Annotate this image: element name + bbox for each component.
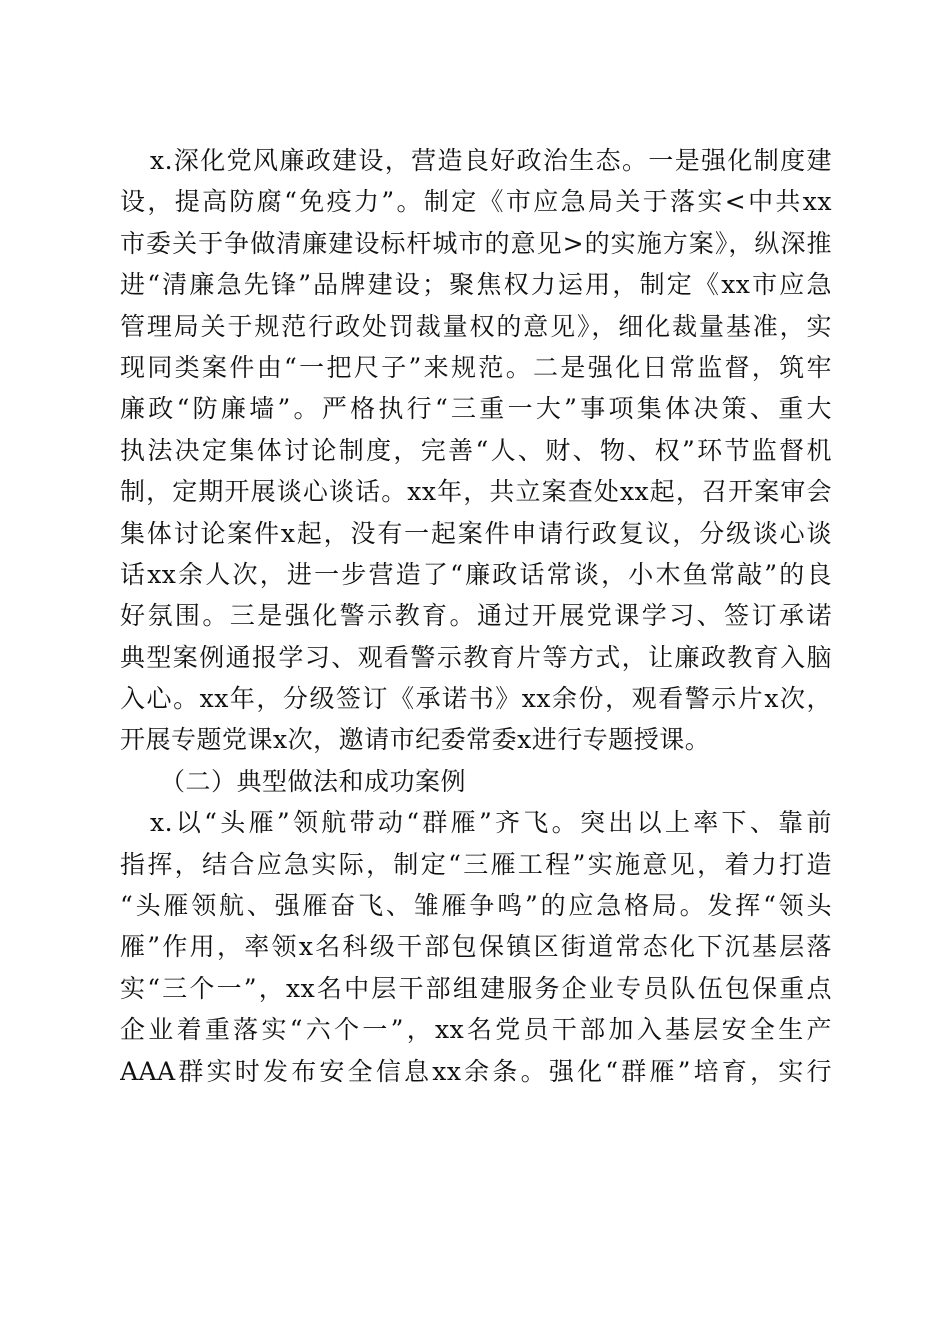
text-line: x.深化党风廉政建设，营造良好政治生态。一是强化制度建: [150, 146, 832, 175]
text-line: x.以“头雁”领航带动“群雁”齐飞。突出以上率下、靠前: [150, 808, 832, 838]
text-line: 话xx余人次，进一步营造了“廉政话常谈，小木鱼常敲”的良: [120, 559, 832, 589]
text-line: 雁”作用，率领x名科级干部包保镇区街道常态化下沉基层落: [120, 932, 832, 962]
text-line: 制，定期开展谈心谈话。xx年，共立案查处xx起，召开案审会: [120, 477, 832, 507]
text-line: 管理局关于规范行政处罚裁量权的意见》，细化裁量基准，实: [120, 311, 832, 341]
text-line: 廉政“防廉墙”。严格执行“三重一大”事项集体决策、重大: [120, 394, 832, 424]
section-heading: （二）典型做法和成功案例: [160, 766, 467, 796]
text-line: 入心。xx年，分级签订《承诺书》xx余份，观看警示片x次，: [120, 684, 832, 714]
text-line: 指挥，结合应急实际，制定“三雁工程”实施意见，着力打造: [120, 849, 832, 879]
text-line: 设，提高防腐“免疫力”。制定《市应急局关于落实<中共xx: [120, 187, 832, 217]
text-line: 市委关于争做清廉建设标杆城市的意见>的实施方案》，纵深推: [120, 228, 832, 258]
text-line: 好氛围。三是强化警示教育。通过开展党课学习、签订承诺: [120, 601, 832, 631]
text-line: 集体讨论案件x起，没有一起案件申请行政复议，分级谈心谈: [120, 518, 832, 548]
text-line: 企业着重落实“六个一”，xx名党员干部加入基层安全生产: [120, 1015, 832, 1045]
text-line: 典型案例通报学习、观看警示教育片等方式，让廉政教育入脑: [120, 642, 832, 672]
paragraph-party-conduct: [120, 140, 832, 1092]
text-line: AAA群实时发布安全信息xx余条。强化“群雁”培育，实行: [120, 1056, 832, 1086]
text-line: 开展专题党课x次，邀请市纪委常委x进行专题授课。: [120, 725, 711, 755]
text-line: 实“三个一”，xx名中层干部组建服务企业专员队伍包保重点: [120, 973, 832, 1003]
text-line: 现同类案件由“一把尺子”来规范。二是强化日常监督，筑牢: [120, 352, 832, 382]
text-line: 执法决定集体讨论制度，完善“人、财、物、权”环节监督机: [120, 435, 832, 465]
text-line: “头雁领航、强雁奋飞、雏雁争鸣”的应急格局。发挥“领头: [120, 891, 832, 921]
text-line: 进“清廉急先锋”品牌建设；聚焦权力运用，制定《xx市应急: [120, 270, 832, 300]
